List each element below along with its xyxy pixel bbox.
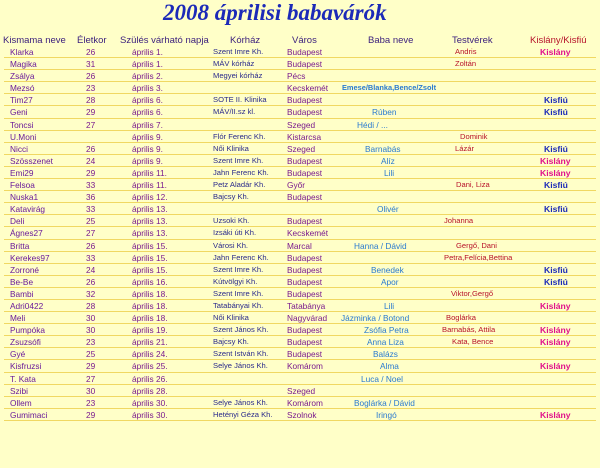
table-row [0,300,600,312]
hospital-cell: Jahn Ferenc Kh. [213,252,269,262]
baby-name-cell: Hédi / ... [357,119,388,130]
age-cell: 29 [86,107,96,118]
table-row [0,240,600,252]
city-cell: Budapest [287,216,323,227]
city-cell: Szeged [287,143,316,154]
baby-name-cell: Olivér [377,204,399,215]
table-row [0,373,600,385]
age-cell: 36 [86,192,96,203]
due-date-cell: április 18. [132,300,168,311]
city-cell: Budapest [287,337,323,348]
age-cell: 25 [86,349,96,360]
hospital-cell: Szent János Kh. [213,325,269,335]
siblings-cell: Johanna [444,216,474,226]
mother-name-cell: Zsuzsófi [10,337,41,348]
table-row [0,82,600,94]
age-cell: 26 [86,276,96,287]
age-cell: 27 [86,373,96,384]
siblings-cell: Barnabás, Attila [442,325,496,335]
mother-name-cell: Gumimaci [10,409,48,420]
table-row [0,215,600,227]
mother-name-cell: Nuska1 [10,192,39,203]
header-baby: Baba neve [368,35,414,46]
hospital-cell: Uzsoki Kh. [213,216,250,226]
city-cell: Szeged [287,119,316,130]
hospital-cell: Női Klinika [213,143,249,153]
page-title: 2008 áprilisi babavárók [163,0,387,25]
due-date-cell: április 30. [132,397,168,408]
baby-name-cell: Alíz [381,155,395,166]
baby-name-cell: Anna Liza [367,337,404,348]
table-row [0,409,600,421]
gender-cell: Kislány [540,361,571,372]
age-cell: 26 [86,71,96,82]
due-date-cell: április 24. [132,349,168,360]
hospital-cell: MÁV kórház [213,59,255,69]
gender-cell: Kislány [540,300,571,311]
header-city: Város [292,35,317,46]
city-cell: Budapest [287,107,323,118]
age-cell: 31 [86,59,96,70]
baby-name-cell: Alma [380,361,399,372]
due-date-cell: április 9. [132,131,163,142]
age-cell: 30 [86,325,96,336]
mother-name-cell: Bambi [10,288,34,299]
gender-cell: Kisfiú [544,264,568,275]
age-cell: 28 [86,95,96,106]
header-name: Kismama neve [3,35,66,46]
city-cell: Kecskemét [287,228,329,239]
city-cell: Budapest [287,252,323,263]
siblings-cell: Gergő, Dani [456,240,497,250]
gender-cell: Kisfiú [544,107,568,118]
siblings-cell: Boglárka [446,313,476,323]
city-cell: Budapest [287,59,323,70]
baby-name-cell: Hanna / Dávid [354,240,407,251]
mother-name-cell: Zsálya [10,71,35,82]
siblings-cell: Andris [455,47,477,56]
age-cell: 32 [86,288,96,299]
siblings-cell: Kata, Bence [452,337,494,347]
table-row [0,106,600,118]
age-cell: 30 [86,313,96,324]
hospital-cell: Szent István Kh. [213,349,269,359]
age-cell: 24 [86,155,96,166]
due-date-cell: április 15. [132,264,168,275]
table-row [0,324,600,336]
age-cell: 24 [86,264,96,275]
city-cell: Budapest [287,47,323,57]
due-date-cell: április 13. [132,228,168,239]
table-row [0,312,600,324]
due-date-cell: április 2. [132,71,163,82]
siblings-cell: Viktor,Gergő [451,288,494,298]
gender-cell: Kislány [540,337,571,348]
table-row [0,131,600,143]
hospital-cell: Szent Imre Kh. [213,47,264,56]
due-date-cell: április 12. [132,192,168,203]
table-row [0,336,600,348]
due-date-cell: április 6. [132,107,163,118]
hospital-cell: Jahn Ferenc Kh. [213,167,269,177]
mother-name-cell: Katavirág [10,204,46,215]
table-row [0,94,600,106]
city-cell: Budapest [287,276,323,287]
city-cell: Tatabánya [287,300,326,311]
city-cell: Budapest [287,325,323,336]
mother-name-cell: Szösszenet [10,155,53,166]
table-row [0,264,600,276]
mother-name-cell: Meli [10,313,26,324]
gender-cell: Kislány [540,325,571,336]
city-cell: Szeged [287,385,316,396]
age-cell: 30 [86,385,96,396]
table-row [0,288,600,300]
age-cell: 27 [86,228,96,239]
city-cell: Komárom [287,361,323,372]
table-row [0,252,600,264]
gender-cell: Kislány [540,167,571,178]
age-cell: 25 [86,216,96,227]
mother-name-cell: Zorroné [10,264,40,275]
city-cell: Kecskemét [287,83,329,94]
city-cell: Budapest [287,349,323,360]
mother-name-cell: U.Moni [10,131,37,142]
mother-name-cell: Kisfruzsi [10,361,42,372]
due-date-cell: április 30. [132,409,168,420]
mother-name-cell: Be-Be [10,276,34,287]
due-date-cell: április 9. [132,143,163,154]
due-date-cell: április 11. [132,167,167,178]
baby-name-cell: Boglárka / Dávid [354,397,415,408]
hospital-cell: MÁV/II.sz kl. [213,107,256,117]
table-row [0,155,600,167]
table-row [0,143,600,155]
siblings-cell: Zoltán [455,59,477,69]
baby-name-cell: Jázminka / Botond [341,313,410,324]
due-date-cell: április 26. [132,373,168,384]
baby-name-cell: Lili [384,300,395,311]
mother-name-cell: Toncsi [10,119,34,130]
due-date-cell: április 21. [132,337,168,348]
table-row [0,191,600,203]
gender-cell: Kislány [540,47,571,57]
due-date-cell: április 28. [132,385,168,396]
babywaiters-table [0,46,600,421]
city-cell: Kistarcsa [287,131,322,142]
due-date-cell: április 1. [132,47,163,57]
header-due: Szülés várható napja [120,35,209,46]
hospital-cell: Bajcsy Kh. [213,337,249,347]
table-row [0,179,600,191]
city-cell: Győr [287,180,305,191]
mother-name-cell: Szibi [10,385,28,396]
table-row [0,227,600,239]
hospital-cell: Női Klinika [213,313,249,323]
mother-name-cell: Klarka [10,47,34,57]
city-cell: Budapest [287,264,323,275]
baby-name-cell: Rúben [372,107,397,118]
mother-name-cell: Geni [10,107,28,118]
baby-name-cell: Benedek [371,264,404,275]
baby-name-cell: Lili [384,167,395,178]
header-gender: Kislány/Kisfiú [530,35,587,46]
hospital-cell: Selye János Kh. [213,361,268,371]
gender-cell: Kisfiú [544,204,568,215]
table-row [0,276,600,288]
baby-name-cell: Luca / Noel [361,373,403,384]
table-row [0,348,600,360]
due-date-cell: április 19. [132,325,168,336]
mother-name-cell: Mezsó [10,83,35,94]
hospital-cell: Szent Imre Kh. [213,155,264,165]
mother-name-cell: Kerekes97 [10,252,50,263]
due-date-cell: április 16. [132,276,168,287]
gender-cell: Kisfiú [544,180,568,191]
hospital-cell: Selye János Kh. [213,397,268,407]
age-cell: 29 [86,167,96,178]
mother-name-cell: Gyé [10,349,26,360]
mother-name-cell: T. Kata [10,373,36,384]
hospital-cell: Petz Aladár Kh. [213,180,266,190]
table-row [0,119,600,131]
age-cell: 33 [86,252,96,263]
header-siblings: Testvérek [452,35,493,46]
due-date-cell: április 11. [132,180,167,191]
hospital-cell: Flór Ferenc Kh. [213,131,266,141]
due-date-cell: április 13. [132,216,168,227]
siblings-cell: Petra,Felícia,Bettina [444,252,513,262]
table-row [0,397,600,409]
age-cell: 28 [86,300,96,311]
due-date-cell: április 1. [132,59,163,70]
siblings-cell: Dani, Liza [456,180,490,190]
city-cell: Komárom [287,397,323,408]
hospital-cell: Szent Imre Kh. [213,264,264,274]
baby-name-cell: Barnabás [365,143,401,154]
gender-cell: Kisfiú [544,276,568,287]
mother-name-cell: Pumpóka [10,325,46,336]
baby-name-cell: Zsófia Petra [364,325,409,336]
mother-name-cell: Deli [10,216,25,227]
mother-name-cell: Adri0422 [10,300,44,311]
city-cell: Nagyvárad [287,313,328,324]
table-row [0,385,600,397]
mother-name-cell: Britta [10,240,30,251]
age-cell: 29 [86,409,96,420]
gender-cell: Kislány [540,409,571,420]
city-cell: Marcal [287,240,312,251]
city-cell: Budapest [287,192,323,203]
mother-name-cell: Magika [10,59,37,70]
mother-name-cell: Ágnes27 [10,228,43,239]
age-cell: 27 [86,119,96,130]
age-cell: 23 [86,397,96,408]
due-date-cell: április 9. [132,155,163,166]
due-date-cell: április 15. [132,252,168,263]
table-row [0,70,600,82]
city-cell: Pécs [287,71,306,82]
hospital-cell: Szent Imre Kh. [213,288,264,298]
mother-name-cell: Felsoa [10,180,35,191]
hospital-cell: Kútvölgyi Kh. [213,276,258,286]
due-date-cell: április 6. [132,95,163,106]
mother-name-cell: Emi29 [10,167,34,178]
city-cell: Budapest [287,288,323,299]
gender-cell: Kisfiú [544,95,568,106]
due-date-cell: április 15. [132,240,168,251]
siblings-cell: Lázár [455,143,474,153]
age-cell: 33 [86,204,96,215]
age-cell: 23 [86,337,96,348]
table-row [0,203,600,215]
mother-name-cell: Tim27 [10,95,33,106]
table-row [0,46,600,58]
baby-name-cell: Apor [381,276,399,287]
baby-name-cell: Iringó [376,409,397,420]
header-hospital: Kórház [230,35,261,46]
table-row [0,167,600,179]
age-cell: 29 [86,361,96,372]
due-date-cell: április 18. [132,313,168,324]
table-row [0,58,600,70]
baby-name-cell: Balázs [373,349,398,360]
due-date-cell: április 25. [132,361,168,372]
gender-cell: Kislány [540,155,571,166]
mother-name-cell: Ollem [10,397,32,408]
age-cell: 23 [86,83,96,94]
age-cell: 26 [86,143,96,154]
due-date-cell: április 13. [132,204,168,215]
city-cell: Szolnok [287,409,317,420]
hospital-cell: Izsáki úti Kh. [213,228,257,238]
hospital-cell: Városi Kh. [213,240,249,250]
mother-name-cell: Nicci [10,143,28,154]
city-cell: Budapest [287,155,323,166]
siblings-cell: Dominik [460,131,488,141]
due-date-cell: április 18. [132,288,168,299]
city-cell: Budapest [287,167,323,178]
hospital-cell: Hetényi Géza Kh. [213,409,273,419]
hospital-cell: Tatabányai Kh. [213,300,264,310]
hospital-cell: Bajcsy Kh. [213,192,249,202]
age-cell: 33 [86,180,96,191]
baby-name-cell: Emese/Blanka,Bence/Zsolt [342,83,437,93]
age-cell: 26 [86,240,96,251]
city-cell: Budapest [287,95,323,106]
gender-cell: Kisfiú [544,143,568,154]
due-date-cell: április 7. [132,119,163,130]
header-age: Életkor [77,35,107,46]
hospital-cell: Megyei kórház [213,71,263,81]
age-cell: 26 [86,47,96,57]
table-row [0,360,600,372]
due-date-cell: április 3. [132,83,163,94]
hospital-cell: SOTE II. Klinika [213,95,267,105]
